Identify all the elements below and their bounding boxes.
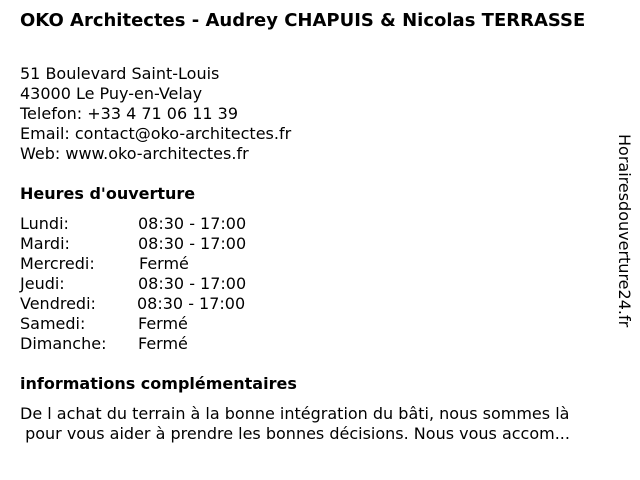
hours-value: 08:30 - 17:00	[137, 294, 246, 313]
hours-row-friday	[20, 294, 280, 314]
city-address: 43000 Le Puy-en-Velay	[20, 84, 203, 103]
hours-row-monday	[20, 214, 280, 234]
description-line-2: pour vous aider à prendre les bonnes décisions. Nous vous accom...	[20, 424, 570, 443]
street-address: 51 Boulevard Saint-Louis	[20, 64, 220, 83]
business-title: OKO Architectes - Audrey CHAPUIS & Nicolas TERRASSE	[20, 10, 586, 31]
additional-info-heading: informations complémentaires	[20, 374, 297, 393]
hours-row-wednesday	[20, 254, 280, 274]
hours-value: Fermé	[138, 334, 188, 353]
hours-row-saturday	[20, 314, 280, 334]
phone-number: Telefon: +33 4 71 06 11 39	[20, 104, 239, 123]
hours-value: 08:30 - 17:00	[138, 214, 247, 233]
hours-row-sunday	[20, 334, 280, 354]
day-label: Samedi:	[20, 314, 86, 333]
hours-row-thursday	[20, 274, 280, 294]
email-address: Email: contact@oko-architectes.fr	[20, 124, 292, 143]
hours-value: Fermé	[139, 254, 189, 273]
opening-hours-heading: Heures d'ouverture	[20, 184, 196, 203]
day-label: Dimanche:	[20, 334, 107, 353]
description-line-1: De l achat du terrain à la bonne intégration du bâti, nous sommes là	[20, 404, 570, 423]
site-watermark: Horairesdouverture24.fr	[615, 134, 634, 328]
day-label: Jeudi:	[20, 274, 65, 293]
day-label: Mercredi:	[20, 254, 95, 273]
day-label: Lundi:	[20, 214, 69, 233]
additional-info-text	[20, 404, 620, 444]
contact-block	[20, 64, 291, 164]
hours-value: 08:30 - 17:00	[138, 234, 247, 253]
day-label: Mardi:	[20, 234, 70, 253]
opening-hours-list	[20, 214, 280, 354]
hours-row-tuesday	[20, 234, 280, 254]
day-label: Vendredi:	[20, 294, 96, 313]
hours-value: 08:30 - 17:00	[138, 274, 247, 293]
website-address: Web: www.oko-architectes.fr	[20, 144, 249, 163]
hours-value: Fermé	[138, 314, 188, 333]
